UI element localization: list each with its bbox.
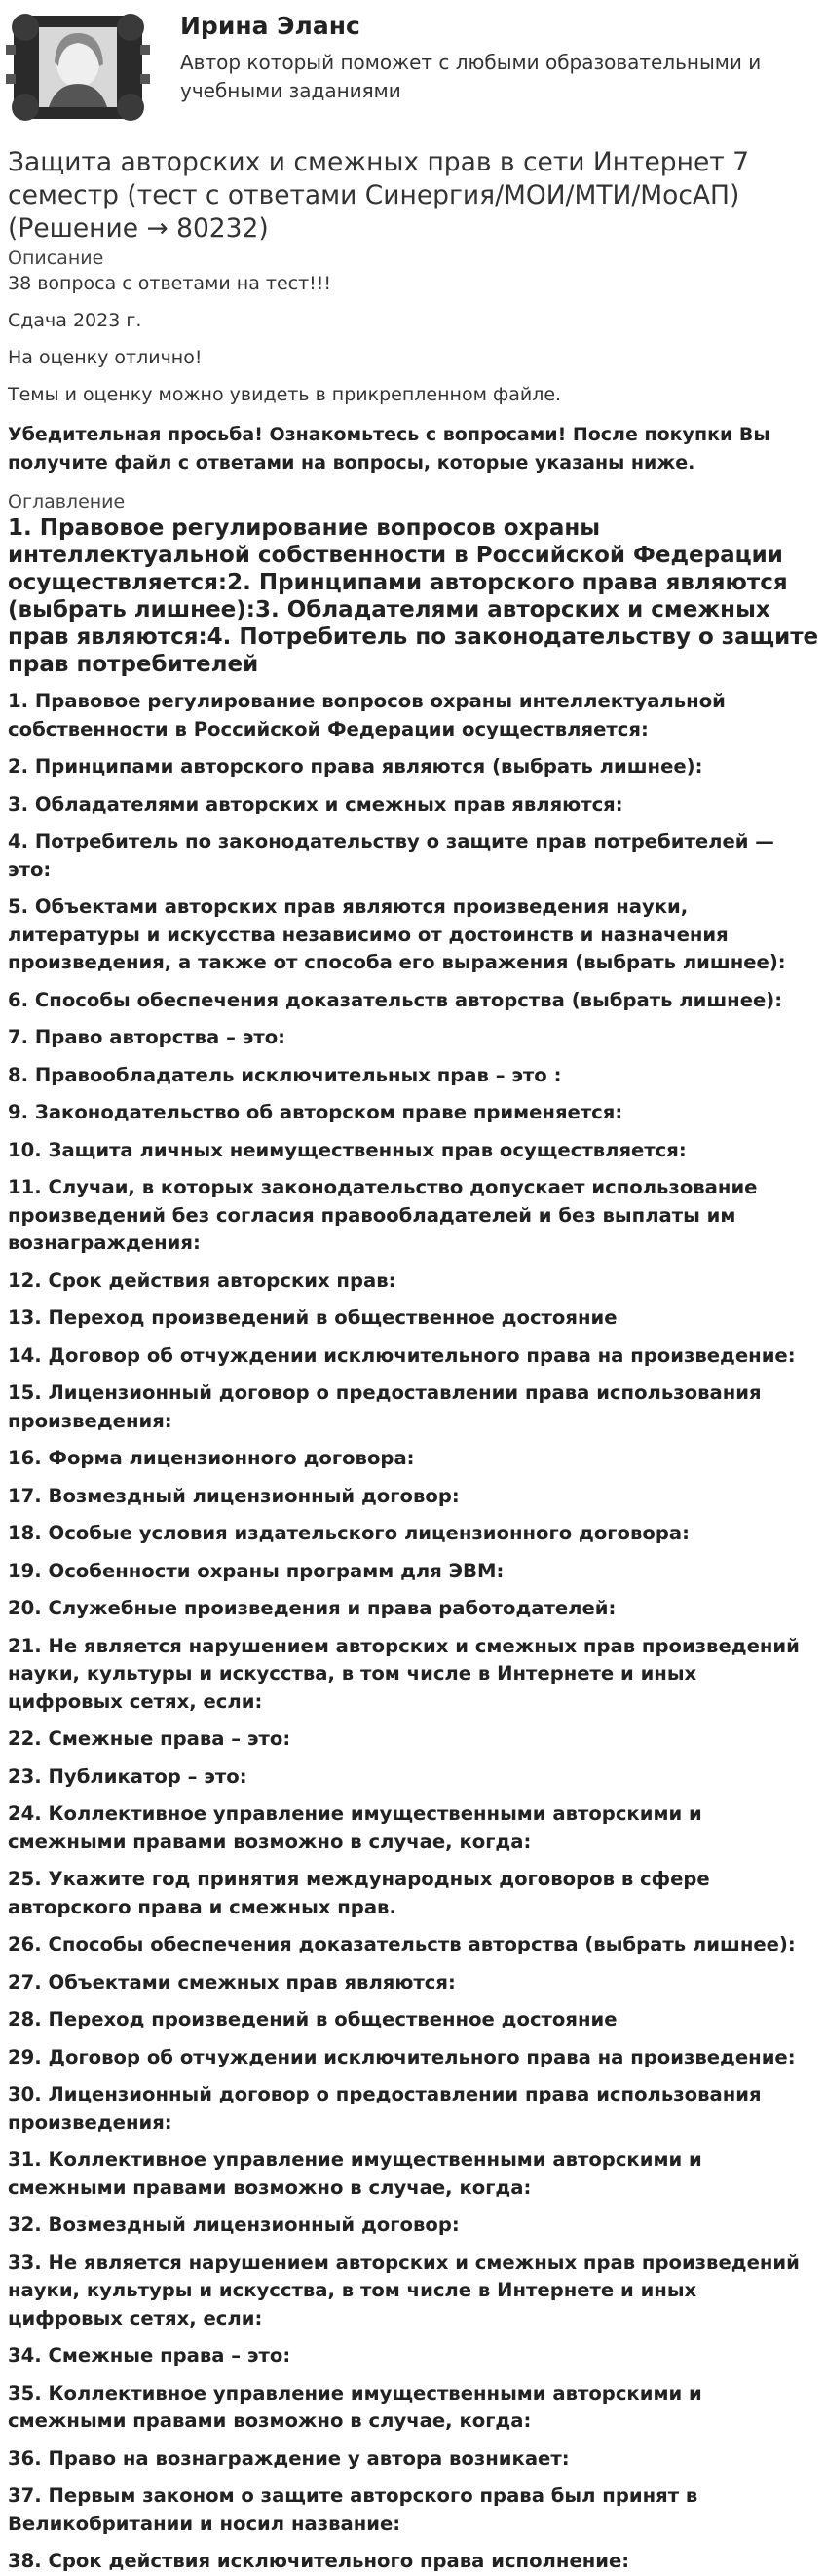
- author-name[interactable]: Ирина Эланс: [180, 12, 360, 40]
- question-item: 25. Укажите год принятия международных договоров в сфере авторского права и смежных прав.: [8, 1868, 710, 1918]
- question-item: 27. Объектами смежных прав являются:: [8, 1970, 456, 1993]
- question-item: 19. Особенности охраны программ для ЭВМ:: [8, 1559, 505, 1582]
- question-item: 33. Не является нарушением авторских и смежных прав произведений науки, культуры и искусства, в том числе в Интернете и иных цифровых сетях, если:: [8, 2251, 800, 2330]
- description-line: На оценку отлично!: [8, 347, 203, 368]
- question-item: 20. Служебные произведения и права работодателей:: [8, 1597, 617, 1619]
- question-item: 17. Возмездный лицензионный договор:: [8, 1484, 460, 1507]
- question-item: 2. Принципами авторского права являются (выбрать лишнее):: [8, 755, 703, 777]
- author-card: [0, 0, 825, 134]
- question-item: 34. Смежные права – это:: [8, 2344, 291, 2367]
- description-section: [0, 246, 825, 477]
- description-label: Описание: [8, 247, 104, 269]
- question-item: 31. Коллективное управление имущественными авторскими и смежными правами возможно в случае, когда:: [8, 2148, 702, 2199]
- question-item: 6. Способы обеспечения доказательств авторства (выбрать лишнее):: [8, 988, 783, 1011]
- question-item: 9. Законодательство об авторском праве применяется:: [8, 1101, 623, 1123]
- question-item: 38. Срок действия исключительного права исполнение:: [8, 2550, 630, 2572]
- question-item: 30. Лицензионный договор о предоставлении права использования произведения:: [8, 2083, 762, 2134]
- toc-summary: 1. Правовое регулирование вопросов охраны интеллектуальной собственности в Российской Федерации осуществляется:2. Принципами авторского права являются (выбрать лишнее):3. Обладателями авторских и смежных прав являются:4. Потребитель по законодательству о защите прав потребителей: [8, 515, 819, 677]
- purchase-notice: Убедительная просьба! Ознакомьтесь с вопросами! После покупки Вы получите файл с ответами на вопросы, которые указаны ниже.: [8, 424, 770, 474]
- question-item: 16. Форма лицензионного договора:: [8, 1447, 415, 1469]
- page-title: Защита авторских и смежных прав в сети Интернет 7 семестр (тест с ответами Синергия/МОИ/МТИ/МосАП) (Решение → 80232): [8, 147, 749, 244]
- question-item: 13. Переход произведений в общественное достояние: [8, 1307, 618, 1329]
- question-item: 14. Договор об отчуждении исключительного права на произведение:: [8, 1344, 796, 1367]
- question-item: 4. Потребитель по законодательству о защите прав потребителей — это:: [8, 830, 774, 881]
- author-description: Автор который поможет с любыми образовательными и учебными заданиями: [180, 51, 762, 102]
- question-item: 11. Случаи, в которых законодательство допускает использование произведений без согласия правообладателей и без выплаты им вознаграждения:: [8, 1176, 758, 1254]
- description-line: 38 вопроса с ответами на тест!!!: [8, 273, 331, 294]
- question-item: 32. Возмездный лицензионный договор:: [8, 2214, 460, 2236]
- film-frame-portrait-icon[interactable]: [6, 6, 150, 127]
- description-line: Сдача 2023 г.: [8, 310, 142, 331]
- question-item: 12. Срок действия авторских прав:: [8, 1269, 396, 1292]
- question-item: 5. Объектами авторских прав являются произведения науки, литературы и искусства независимо от достоинств и назначения произведения, а также от способа его выражения (выбрать лишнее):: [8, 895, 786, 973]
- question-item: 26. Способы обеспечения доказательств авторства (выбрать лишнее):: [8, 1933, 796, 1955]
- question-item: 21. Не является нарушением авторских и смежных прав произведений науки, культуры и искусства, в том числе в Интернете и иных цифровых сетях, если:: [8, 1634, 800, 1713]
- question-item: 24. Коллективное управление имущественными авторскими и смежными правами возможно в случае, когда:: [8, 1802, 702, 1853]
- question-item: 37. Первым законом о защите авторского права был принят в Великобритании и носил название:: [8, 2484, 698, 2535]
- question-item: 8. Правообладатель исключительных прав – это :: [8, 1063, 562, 1086]
- question-item: 7. Право авторства – это:: [8, 1026, 285, 1048]
- question-item: 28. Переход произведений в общественное достояние: [8, 2008, 618, 2030]
- question-list: [8, 688, 816, 2576]
- question-item: 29. Договор об отчуждении исключительного права на произведение:: [8, 2045, 796, 2068]
- question-item: 18. Особые условия издательского лицензионного договора:: [8, 1522, 690, 1544]
- question-item: 15. Лицензионный договор о предоставлении права использования произведения:: [8, 1382, 762, 1432]
- question-item: 1. Правовое регулирование вопросов охраны интеллектуальной собственности в Российской Федерации осуществляется:: [8, 690, 726, 740]
- toc-label: Оглавление: [8, 491, 126, 512]
- question-item: 10. Защита личных неимущественных прав осуществляется:: [8, 1138, 687, 1161]
- question-item: 36. Право на вознаграждение у автора возникает:: [8, 2446, 570, 2470]
- description-line: Темы и оценку можно увидеть в прикрепленном файле.: [8, 384, 562, 405]
- question-item: 22. Смежные права – это:: [8, 1727, 291, 1750]
- question-item: 23. Публикатор – это:: [8, 1764, 247, 1788]
- question-item: 35. Коллективное управление имущественными авторскими и смежными правами возможно в случае, когда:: [8, 2381, 702, 2432]
- question-item: 3. Обладателями авторских и смежных прав являются:: [8, 792, 623, 815]
